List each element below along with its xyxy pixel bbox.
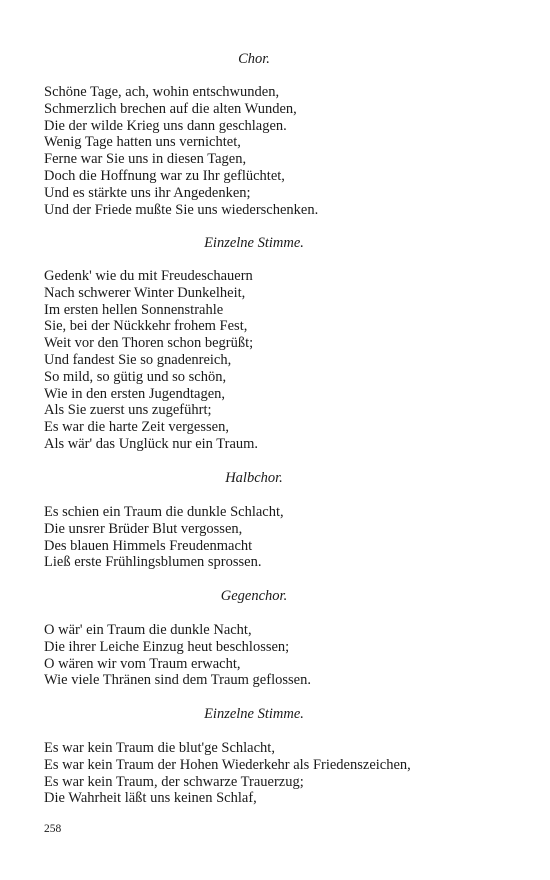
verse-line: Die ihrer Leiche Einzug heut beschlossen;: [44, 638, 290, 655]
verse-line: Und der Friede mußte Sie uns wiederschenken.: [44, 201, 319, 218]
stanza-gegenchor: [44, 622, 311, 689]
verse-line: Wie in den ersten Jugendtagen,: [44, 385, 226, 402]
verse-line: O wären wir vom Traum erwacht,: [44, 655, 241, 672]
verse-line: Im ersten hellen Sonnenstrahle: [44, 301, 224, 318]
verse-line: Es war kein Traum der Hohen Wiederkehr als Friedenszeichen,: [44, 756, 411, 773]
verse-line: Wie viele Thränen sind dem Traum geflossen.: [44, 672, 311, 689]
verse-line: Doch die Hoffnung war zu Ihr geflüchtet,: [44, 167, 285, 184]
verse-line: Es war kein Traum, der schwarze Trauerzug;: [44, 773, 304, 790]
verse-line: Es war die harte Zeit vergessen,: [44, 419, 229, 436]
stanza-einzelne-stimme-2: [44, 740, 411, 807]
verse-line: Als wär' das Unglück nur ein Traum.: [44, 435, 259, 452]
verse-line: So mild, so gütig und so schön,: [44, 368, 227, 385]
stanza-chor: [44, 84, 318, 218]
section-heading-gegenchor: Gegenchor.: [220, 588, 288, 604]
verse-line: Es war kein Traum die blut'ge Schlacht,: [44, 740, 275, 756]
verse-line: Die Wahrheit läßt uns keinen Schlaf,: [44, 790, 257, 807]
verse-line: Des blauen Himmels Freudenmacht: [44, 537, 253, 554]
verse-line: Weit vor den Thoren schon begrüßt;: [44, 335, 254, 352]
verse-line: O wär' ein Traum die dunkle Nacht,: [44, 622, 252, 638]
section-heading-einzelne-stimme-2: Einzelne Stimme.: [204, 706, 304, 722]
verse-line: Ließ erste Frühlingsblumen sprossen.: [44, 554, 262, 571]
verse-line: Es schien ein Traum die dunkle Schlacht,: [44, 504, 284, 520]
section-heading-chor: Chor.: [238, 51, 270, 67]
verse-line: Gedenk' wie du mit Freudeschauern: [44, 268, 253, 284]
verse-line: Wenig Tage hatten uns vernichtet,: [44, 134, 241, 151]
verse-line: Die unsrer Brüder Blut vergossen,: [44, 520, 243, 537]
verse-line: Schöne Tage, ach, wohin entschwunden,: [44, 84, 280, 100]
verse-line: Als Sie zuerst uns zugeführt;: [44, 402, 212, 419]
verse-line: Ferne war Sie uns in diesen Tagen,: [44, 151, 247, 168]
verse-line: Die der wilde Krieg uns dann geschlagen.: [44, 117, 287, 134]
section-heading-halbchor: Halbchor.: [225, 470, 283, 486]
verse-line: Und es stärkte uns ihr Angedenken;: [44, 184, 251, 201]
stanza-einzelne-stimme-1: [44, 268, 258, 453]
verse-line: Sie, bei der Nückkehr frohem Fest,: [44, 318, 248, 335]
section-heading-einzelne-stimme-1: Einzelne Stimme.: [204, 235, 304, 251]
verse-line: Und fandest Sie so gnadenreich,: [44, 351, 232, 368]
verse-line: Schmerzlich brechen auf die alten Wunden,: [44, 100, 297, 117]
page-number: 258: [44, 823, 62, 835]
verse-line: Nach schwerer Winter Dunkelheit,: [44, 284, 246, 301]
stanza-halbchor: [44, 504, 284, 571]
